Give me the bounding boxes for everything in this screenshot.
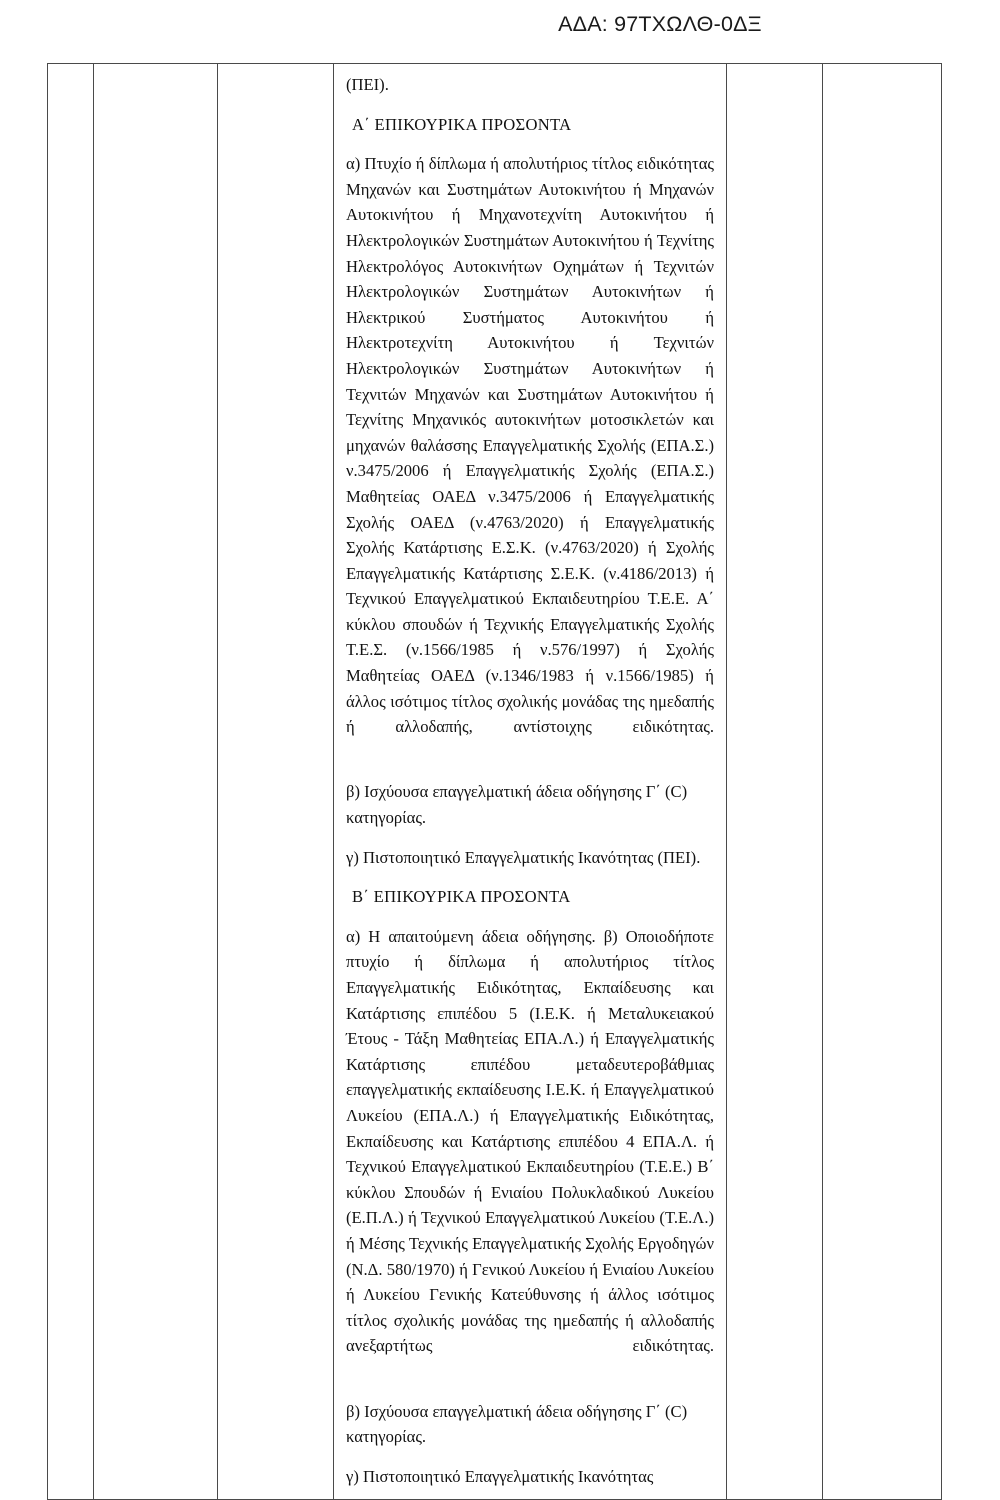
ada-stamp-header: ΑΔΑ: 97ΤΧΩΛΘ-0ΔΞ [558,12,762,36]
paragraph-pei-top: (ΠΕΙ). [346,75,389,94]
qualifications-table [47,63,942,1500]
paragraph-b-item-gamma: γ) Πιστοποιητικό Επαγγελματικής Ικανότητας [346,1466,654,1486]
paragraph-a-item-gamma: γ) Πιστοποιητικό Επαγγελματικής Ικανότητας (ΠΕΙ). [346,847,701,867]
paragraph-b-item-beta: β) Ισχύουσα επαγγελματική άδεια οδήγησης Γ΄ (C) κατηγορίας. [346,1401,688,1447]
heading-b-supplementary: Β΄ ΕΠΙΚΟΥΡΙΚΑ ΠΡΟΣΟΝΤΑ [352,887,571,907]
table-cell-col-e [727,64,823,1500]
table-cell-col-c [218,64,334,1500]
paragraph-a-item-alpha: α) Πτυχίο ή δίπλωμα ή απολυτήριος τίτλος ειδικότητας Μηχανών και Συστημάτων Αυτοκινήτου ή Μηχανών Αυτοκινήτου ή Μηχανοτεχνίτη Αυτοκινήτου ή Ηλεκτρολογικών Συστημάτων Αυτοκινήτου ή Τεχνίτης Ηλεκτρολόγος Αυτοκινήτων Οχημάτων ή Τεχνιτών Ηλεκτρολογικών Συστημάτων Αυτοκινήτων ή Ηλεκτρικού Συστήματος Αυτοκινήτου ή Ηλεκτροτεχνίτη Αυτοκινήτου ή Τεχνιτών Ηλεκτρολογικών Συστημάτων Αυτοκινήτων ή Τεχνιτών Μηχανών και Συστημάτων Αυτοκινήτου ή Τεχνίτης Μηχανικός αυτοκινήτων μοτοσικλετών και μηχανών θαλάσσης Επαγγελματικής Σχολής (ΕΠΑ.Σ.) ν.3475/2006 ή Επαγγελματικής Σχολής (ΕΠΑ.Σ.) Μαθητείας ΟΑΕΔ ν.3475/2006 ή Επαγγελματικής Σχολής ΟΑΕΔ (ν.4763/2020) ή Επαγγελματικής Σχολής Κατάρτισης Ε.Σ.Κ. (ν.4763/2020) ή Σχολής Επαγγελματικής Κατάρτισης Σ.Ε.Κ. (ν.4186/2013) ή Τεχνικού Επαγγελματικού Εκπαιδευτηρίου Τ.Ε.Ε. Α΄ κύκλου σπουδών ή Τεχνικής Επαγγελματικής Σχολής Τ.Ε.Σ. (ν.1566/1985 ή ν.576/1997) ή Σχολής Μαθητείας ΟΑΕΔ (ν.1346/1983 ή ν.1566/1985) ή άλλος ισότιμος τίτλος σχολικής μονάδας της ημεδαπής ή αλλοδαπής, αντίστοιχης ειδικότητας. [346,154,714,737]
paragraph-b-item-alpha: α) Η απαιτούμενη άδεια οδήγησης. β) Οποιοδήποτε πτυχίο ή δίπλωμα ή απολυτήριος τίτλος Επαγγελματικής Ειδικότητας, Εκπαίδευσης και Κατάρτισης επιπέδου 5 (Ι.Ε.Κ. ή Μεταλυκειακού Έτους - Τάξη Μαθητείας ΕΠΑ.Λ.) ή Επαγγελματικής Κατάρτισης επιπέδου μεταδευτεροβάθμιας επαγγελματικής εκπαίδευσης Ι.Ε.Κ. ή Επαγγελματικού Λυκείου (ΕΠΑ.Λ.) ή Επαγγελματικής Ειδικότητας, Εκπαίδευσης και Κατάρτισης επιπέδου 4 ΕΠΑ.Λ. ή Τεχνικού Επαγγελματικού Εκπαιδευτηρίου (Τ.Ε.Ε.) Β΄ κύκλου Σπουδών ή Ενιαίου Πολυκλαδικού Λυκείου (Ε.Π.Λ.) ή Τεχνικού Επαγγελματικού Λυκείου (Τ.Ε.Λ.) ή Μέσης Τεχνικής Επαγγελματικής Σχολής Εργοδηγών (Ν.Δ. 580/1970) ή Γενικού Λυκείου ή Ενιαίου Λυκείου ή Λυκείου Γενικής Κατεύθυνσης ή άλλος ισότιμος τίτλος σχολικής μονάδας της ημεδαπής ή αλλοδαπής ανεξαρτήτως ειδικότητας. [346,926,714,1356]
criteria-content [334,64,726,1499]
paragraph-a-item-beta: β) Ισχύουσα επαγγελματική άδεια οδήγησης Γ΄ (C) κατηγορίας. [346,782,688,828]
table-row [48,64,942,1500]
table-cell-col-b [94,64,218,1500]
heading-a-supplementary: Α΄ ΕΠΙΚΟΥΡΙΚΑ ΠΡΟΣΟΝΤΑ [352,114,572,134]
table-cell-criteria [334,64,727,1500]
table-cell-col-f [823,64,942,1500]
table-cell-col-a [48,64,94,1500]
